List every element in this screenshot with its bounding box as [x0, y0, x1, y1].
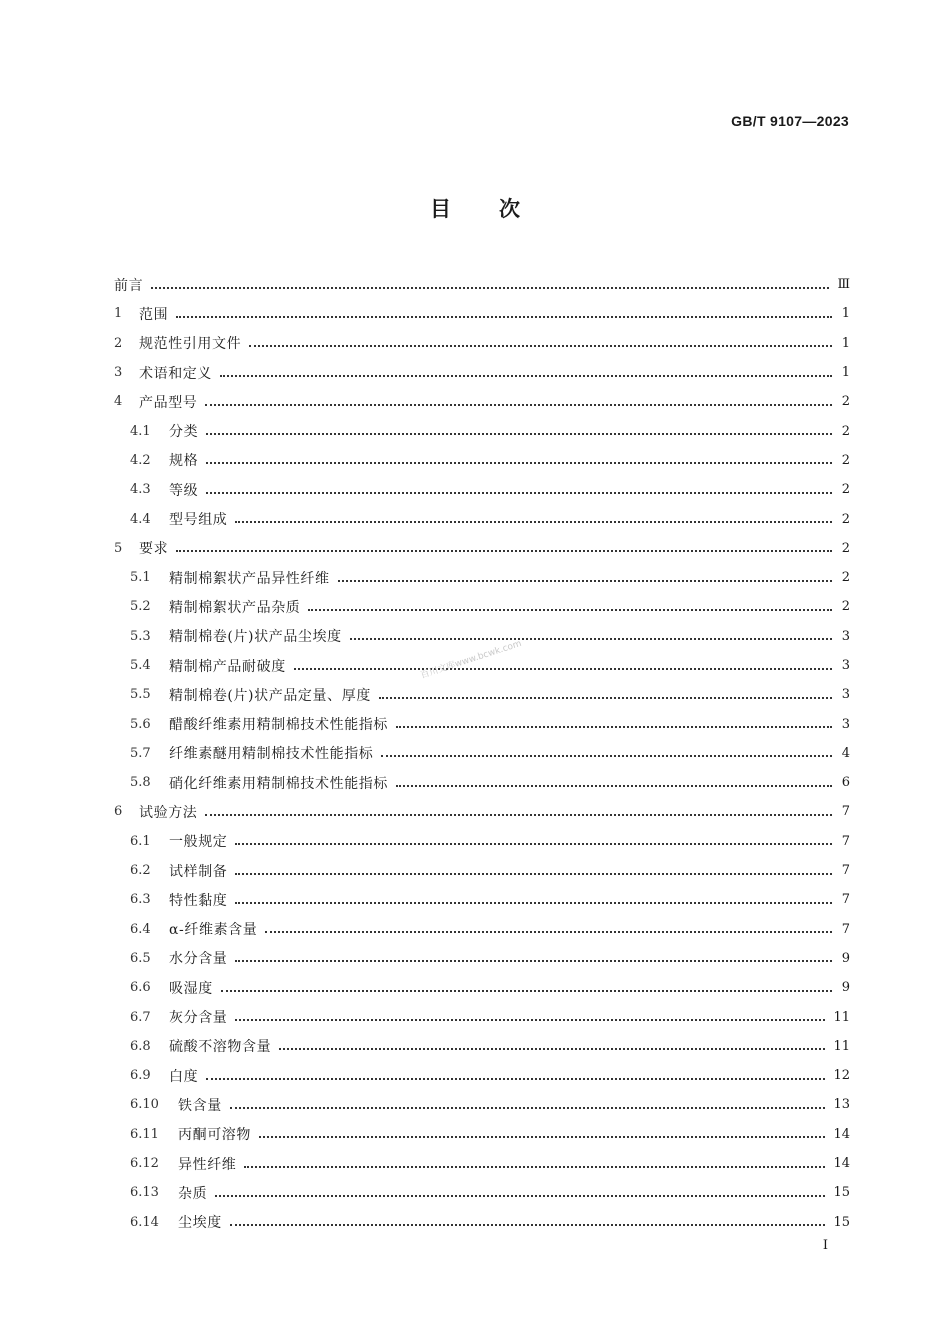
- toc-entry[interactable]: [114, 387, 850, 416]
- toc-entry-label: 异性纤维: [178, 1156, 237, 1173]
- toc-entry[interactable]: [114, 797, 850, 826]
- toc-entry-label: 精制棉卷(片)状产品尘埃度: [169, 629, 342, 646]
- toc-entry-page: 11: [833, 1009, 850, 1025]
- toc-entry-number: 5.7: [130, 745, 151, 761]
- toc-entry-label: 硝化纤维素用精制棉技术性能指标: [169, 775, 388, 792]
- toc-entry[interactable]: [114, 856, 850, 885]
- toc-entry-page: 1: [841, 365, 850, 381]
- toc-leader-dots: [215, 1195, 825, 1197]
- toc-entry-label: 试验方法: [139, 804, 198, 821]
- toc-entry-label: 丙酮可溶物: [178, 1127, 251, 1144]
- toc-entry[interactable]: [114, 915, 850, 944]
- toc-entry-number: 6.10: [130, 1097, 159, 1113]
- toc-entry-label: 前言: [114, 277, 144, 294]
- toc-entry[interactable]: [114, 358, 850, 387]
- toc-entry-page: 2: [841, 394, 850, 410]
- toc-entry[interactable]: [114, 885, 850, 914]
- toc-leader-dots: [235, 521, 832, 523]
- toc-entry[interactable]: [114, 1178, 850, 1207]
- toc-entry-number: 6.4: [130, 921, 151, 937]
- toc-entry-page: 1: [841, 306, 850, 322]
- toc-entry-label: 水分含量: [169, 951, 228, 968]
- toc-entry-page: 2: [841, 540, 850, 556]
- toc-entry-label: 纤维素醚用精制棉技术性能指标: [169, 746, 374, 763]
- toc-entry-label: 白度: [169, 1068, 199, 1085]
- toc-leader-dots: [249, 345, 832, 347]
- toc-entry[interactable]: [114, 534, 850, 563]
- toc-entry[interactable]: [114, 416, 850, 445]
- toc-leader-dots: [294, 668, 832, 670]
- toc-leader-dots: [396, 785, 832, 787]
- toc-entry-page: 4: [841, 745, 850, 761]
- toc-entry-number: 6.7: [130, 1009, 151, 1025]
- toc-entry-page: 2: [841, 452, 850, 468]
- toc-leader-dots: [338, 580, 832, 582]
- toc-entry-page: 2: [841, 423, 850, 439]
- toc-entry-label: 试样制备: [169, 863, 228, 880]
- toc-entry-page: 14: [833, 1156, 850, 1172]
- toc-entry-number: 6.2: [130, 863, 151, 879]
- toc-entry-page: 3: [841, 687, 850, 703]
- toc-leader-dots: [379, 697, 832, 699]
- toc-entry-label: 精制棉絮状产品杂质: [169, 599, 301, 616]
- toc-entry-label: 规范性引用文件: [139, 336, 242, 353]
- toc-leader-dots: [244, 1166, 825, 1168]
- toc-entry-label: 杂质: [178, 1185, 208, 1202]
- toc-entry-number: 5.5: [130, 687, 151, 703]
- toc-entry-number: 4.3: [130, 482, 151, 498]
- toc-leader-dots: [205, 814, 832, 816]
- toc-leader-dots: [230, 1224, 826, 1226]
- toc-entry-number: 5.3: [130, 628, 151, 644]
- toc-entry-label: 灰分含量: [169, 1010, 228, 1027]
- toc-entry-number: 6.5: [130, 950, 151, 966]
- toc-leader-dots: [151, 287, 829, 289]
- standard-number: GB/T 9107—2023: [731, 113, 849, 129]
- toc-entry-label: α-纤维素含量: [169, 922, 258, 939]
- toc-entry-number: 5: [114, 540, 123, 556]
- toc-entry-number: 6.12: [130, 1156, 159, 1172]
- toc-leader-dots: [350, 638, 832, 640]
- toc-entry-number: 6.8: [130, 1038, 151, 1054]
- toc-leader-dots: [259, 1136, 825, 1138]
- toc-entry-page: 2: [841, 570, 850, 586]
- toc-entry-label: 等级: [169, 482, 199, 499]
- toc-entry-label: 产品型号: [139, 394, 198, 411]
- toc-entry[interactable]: [114, 739, 850, 768]
- toc-entry-label: 型号组成: [169, 512, 228, 529]
- toc-leader-dots: [205, 404, 832, 406]
- toc-entry-page: 2: [841, 511, 850, 527]
- toc-entry[interactable]: [114, 504, 850, 533]
- toc-entry-page: 7: [841, 892, 850, 908]
- toc-entry-label: 精制棉产品耐破度: [169, 658, 286, 675]
- toc-entry[interactable]: [114, 1208, 850, 1237]
- toc-leader-dots: [220, 375, 832, 377]
- toc-entry-number: 3: [114, 365, 123, 381]
- toc-leader-dots: [279, 1048, 825, 1050]
- toc-entry-page: 13: [833, 1097, 850, 1113]
- toc-entry[interactable]: [114, 475, 850, 504]
- toc-entry[interactable]: [114, 827, 850, 856]
- toc-entry-number: 6.6: [130, 980, 151, 996]
- toc-entry-page: 7: [841, 921, 850, 937]
- page-title: 目次: [430, 197, 568, 221]
- toc-entry-number: 5.2: [130, 599, 151, 615]
- toc-leader-dots: [265, 931, 832, 933]
- toc-entry-label: 范围: [139, 306, 169, 323]
- toc-entry-page: 7: [841, 833, 850, 849]
- watermark: 百川文库www.bcwk.com: [419, 638, 523, 681]
- toc-entry-label: 尘埃度: [178, 1215, 222, 1232]
- toc-entry-page: 12: [833, 1068, 850, 1084]
- toc-entry-number: 6: [114, 804, 123, 820]
- toc-entry-label: 吸湿度: [169, 980, 213, 997]
- toc-entry-page: 15: [833, 1214, 850, 1230]
- toc-entry[interactable]: [114, 270, 850, 299]
- toc-entry-number: 6.11: [130, 1126, 159, 1142]
- toc-entry-number: 5.8: [130, 775, 151, 791]
- toc-entry-page: Ⅲ: [837, 277, 850, 293]
- toc-entry[interactable]: [114, 1090, 850, 1119]
- toc-entry-number: 4.2: [130, 452, 151, 468]
- toc-entry-label: 要求: [139, 541, 169, 558]
- toc-entry-page: 3: [841, 658, 850, 673]
- toc-entry-number: 6.1: [130, 833, 151, 849]
- toc-entry-page: 9: [841, 950, 850, 966]
- toc-entry-number: 6.14: [130, 1214, 159, 1230]
- toc-entry-number: 4: [114, 394, 123, 410]
- toc-entry-number: 5.6: [130, 716, 151, 732]
- toc-entry-page: 7: [841, 863, 850, 879]
- toc-leader-dots: [235, 902, 832, 904]
- toc-leader-dots: [308, 609, 832, 611]
- toc-entry[interactable]: [114, 1032, 850, 1061]
- toc-entry-number: 1: [114, 306, 123, 322]
- toc-entry-number: 6.13: [130, 1185, 159, 1201]
- toc-entry-page: 2: [841, 599, 850, 615]
- toc-entry[interactable]: [114, 563, 850, 592]
- toc-entry-page: 1: [841, 335, 850, 351]
- toc-entry-number: 4.4: [130, 511, 151, 527]
- toc-entry-label: 一般规定: [169, 834, 228, 851]
- toc-entry[interactable]: [114, 709, 850, 738]
- toc-entry-page: 15: [833, 1185, 850, 1201]
- toc-leader-dots: [221, 990, 832, 992]
- toc-entry-page: 6: [841, 775, 850, 791]
- toc-entry-number: 6.3: [130, 892, 151, 908]
- toc-entry[interactable]: [114, 329, 850, 358]
- toc-leader-dots: [381, 755, 832, 757]
- toc-entry[interactable]: [114, 1120, 850, 1149]
- toc-entry-label: 精制棉絮状产品异性纤维: [169, 570, 330, 587]
- toc-entry-page: 9: [841, 980, 850, 996]
- toc-leader-dots: [235, 843, 832, 845]
- table-of-contents: [114, 270, 850, 1237]
- toc-entry[interactable]: [114, 592, 850, 621]
- footer-page-number: I: [822, 1238, 828, 1253]
- toc-entry[interactable]: [114, 622, 850, 651]
- toc-leader-dots: [235, 1019, 825, 1021]
- toc-entry-label: 醋酸纤维素用精制棉技术性能指标: [169, 717, 388, 734]
- toc-entry[interactable]: [114, 446, 850, 475]
- toc-entry[interactable]: [114, 1002, 850, 1031]
- toc-entry-label: 特性黏度: [169, 892, 228, 909]
- toc-entry[interactable]: [114, 1149, 850, 1178]
- toc-leader-dots: [206, 492, 832, 494]
- toc-entry-page: 3: [841, 628, 850, 644]
- toc-entry-number: 2: [114, 335, 123, 351]
- toc-leader-dots: [176, 550, 832, 552]
- toc-entry-page: 11: [833, 1038, 850, 1054]
- toc-entry-number: 6.9: [130, 1068, 151, 1084]
- toc-entry-label: 术语和定义: [139, 365, 212, 382]
- toc-entry-label: 精制棉卷(片)状产品定量、厚度: [169, 687, 371, 704]
- toc-entry[interactable]: [114, 973, 850, 1002]
- toc-leader-dots: [396, 726, 832, 728]
- toc-leader-dots: [206, 462, 832, 464]
- toc-leader-dots: [176, 316, 832, 318]
- toc-leader-dots: [235, 873, 832, 875]
- toc-entry-number: 4.1: [130, 423, 151, 439]
- toc-leader-dots: [206, 433, 832, 435]
- toc-entry[interactable]: [114, 299, 850, 328]
- toc-entry-label: 铁含量: [178, 1097, 222, 1114]
- toc-entry-label: 分类: [169, 424, 199, 441]
- toc-leader-dots: [206, 1078, 825, 1080]
- toc-entry-page: 14: [833, 1126, 850, 1142]
- toc-entry[interactable]: [114, 1061, 850, 1090]
- toc-leader-dots: [235, 960, 832, 962]
- toc-entry-number: 5.4: [130, 658, 151, 673]
- toc-entry-page: 3: [841, 716, 850, 732]
- toc-entry[interactable]: [114, 944, 850, 973]
- toc-entry[interactable]: [114, 680, 850, 709]
- toc-entry-number: 5.1: [130, 570, 151, 586]
- toc-entry[interactable]: [114, 768, 850, 797]
- toc-entry-label: 硫酸不溶物含量: [169, 1039, 272, 1056]
- toc-entry-page: 2: [841, 482, 850, 498]
- toc-leader-dots: [230, 1107, 826, 1109]
- toc-entry-page: 7: [841, 804, 850, 820]
- toc-entry-label: 规格: [169, 453, 199, 470]
